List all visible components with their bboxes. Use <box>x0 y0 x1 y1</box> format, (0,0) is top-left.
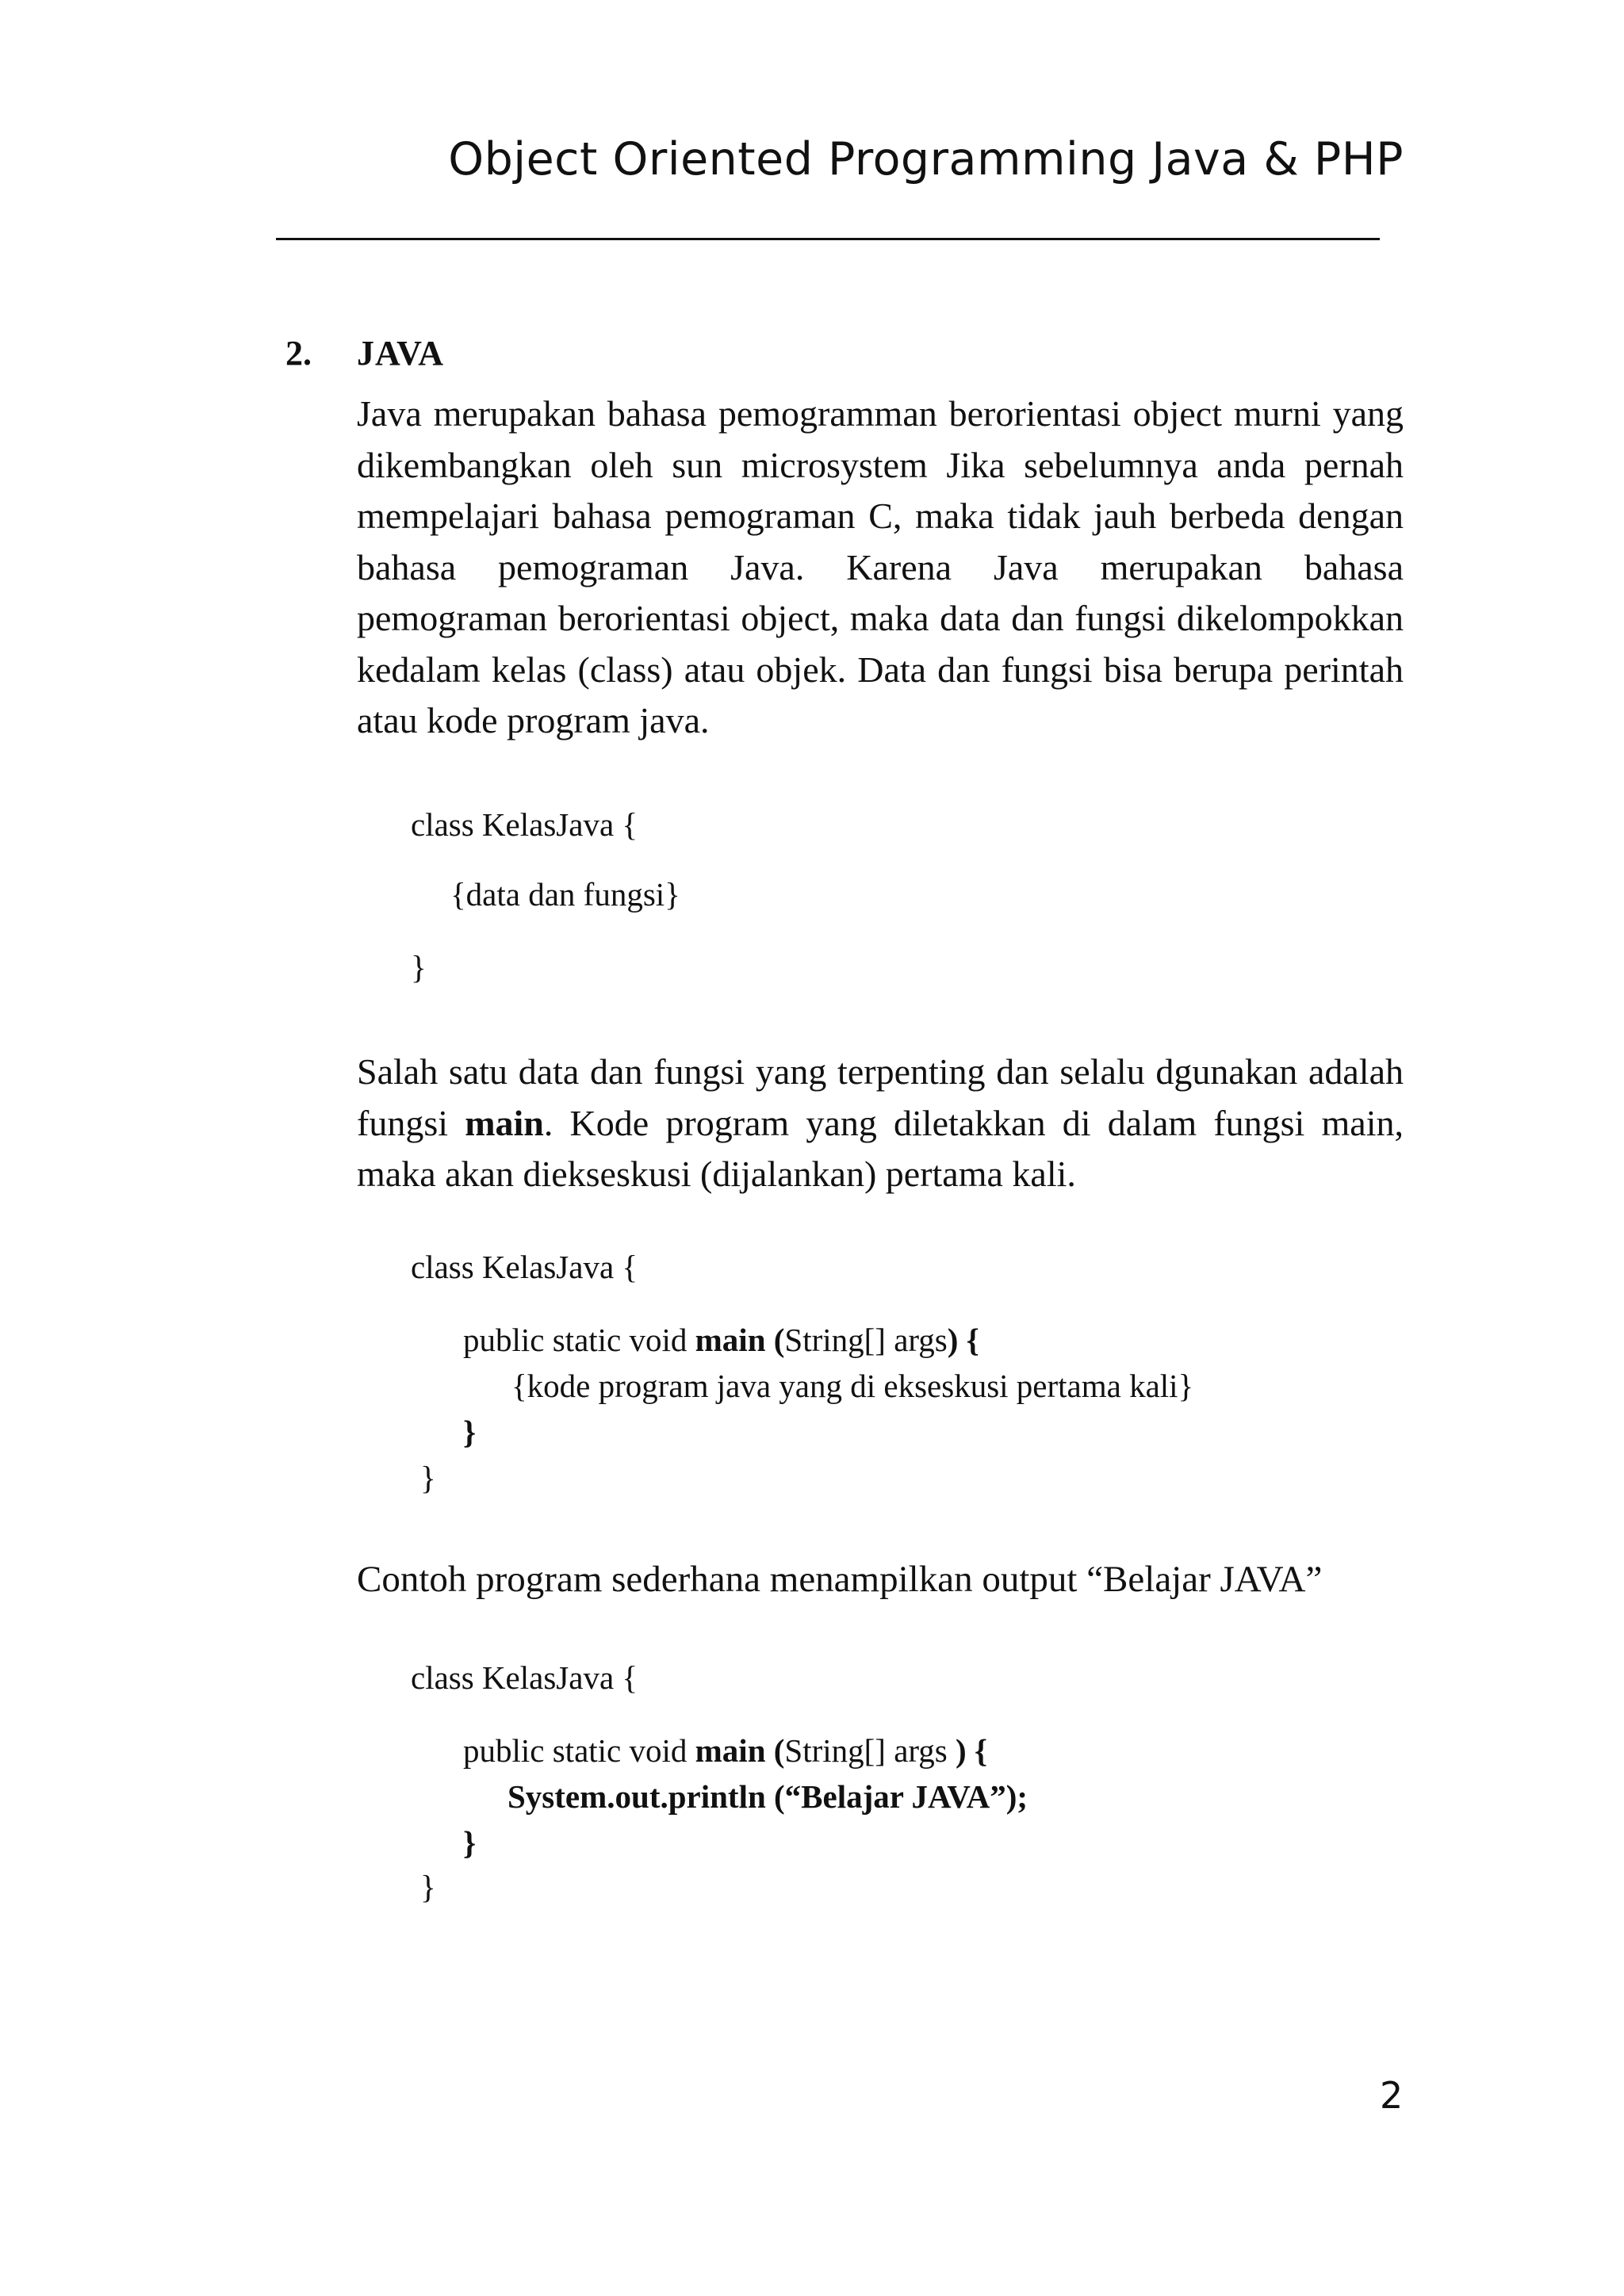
code3-line-close-outer: } <box>420 1869 436 1905</box>
code3-keywords: public static void <box>463 1732 695 1769</box>
main-function-paragraph <box>357 1047 1404 1200</box>
code2-line-main <box>463 1324 979 1357</box>
header-divider <box>276 238 1380 240</box>
example-paragraph: Contoh program sederhana menampilkan output “Belajar JAVA” <box>357 1559 1323 1600</box>
page-number: 2 <box>1380 2074 1404 2117</box>
code3-main-bold: main ( <box>695 1732 785 1769</box>
code2-main-bold: main ( <box>695 1322 785 1358</box>
p2-text-before: Salah satu data dan fungsi yang terpenting dan selalu dgunakan adalah fungsi <box>357 1051 1404 1143</box>
p2-bold-main: main <box>465 1102 544 1143</box>
p2-text-after: . Kode program yang diletakkan di dalam fungsi main, maka akan diekseskusi (dijalankan) pertama kali. <box>357 1102 1404 1194</box>
code3-line-main <box>463 1732 988 1769</box>
code3-open-brace: ) { <box>956 1732 988 1769</box>
section-title: JAVA <box>357 334 444 373</box>
code2-keywords: public static void <box>463 1322 695 1358</box>
code2-line-close-inner: } <box>463 1414 477 1450</box>
code1-line-close: } <box>411 949 427 985</box>
code2-line-close-outer: } <box>420 1460 436 1496</box>
code3-line-println: System.out.println (“Belajar JAVA”); <box>508 1778 1028 1815</box>
code2-line-body: {kode program java yang di ekseskusi pertama kali} <box>511 1368 1194 1404</box>
code2-args: String[] args <box>784 1322 948 1358</box>
code3-args: String[] args <box>784 1732 956 1769</box>
code3-line-close-inner: } <box>463 1824 477 1861</box>
code1-line-class: class KelasJava { <box>411 806 638 843</box>
intro-paragraph: Java merupakan bahasa pemogramman berorientasi object murni yang dikembangkan oleh sun microsystem Jika sebelumnya anda pernah mempelajari bahasa pemograman C, maka tidak jauh berbeda dengan bahasa pemograman Java. Karena Java merupakan bahasa pemograman berorientasi object, maka data dan fungsi dikelompokkan kedalam kelas (class) atau objek. Data dan fungsi bisa berupa perintah atau kode program java. <box>357 393 1404 740</box>
code2-line-class: class KelasJava { <box>411 1249 638 1285</box>
section-number: 2. <box>285 334 312 373</box>
running-header-title: Object Oriented Programming Java & PHP <box>448 133 1404 186</box>
code3-line-class: class KelasJava { <box>411 1659 638 1696</box>
code1-line-body: {data dan fungsi} <box>450 876 680 913</box>
code2-open-brace: ) { <box>947 1322 979 1358</box>
